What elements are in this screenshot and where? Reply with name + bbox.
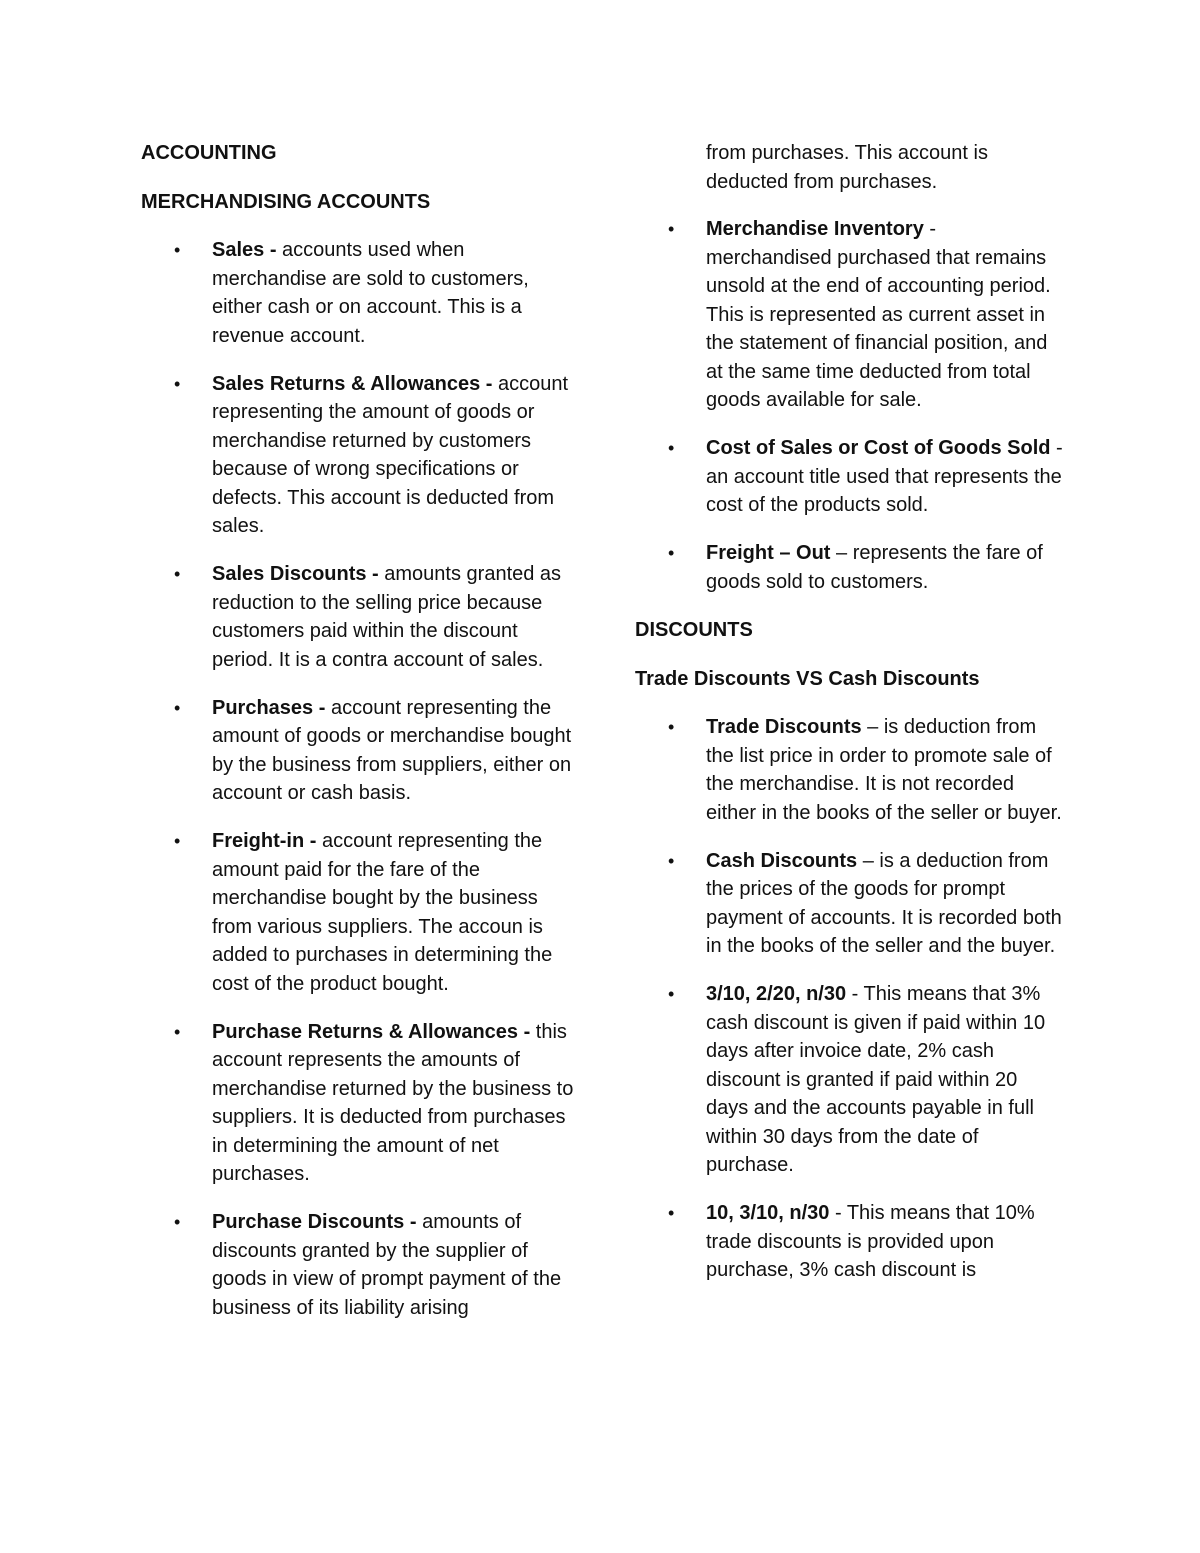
item-description: – is a deduction from the prices of the goods for prompt payment of accounts. It is recorded both in the books of the seller and the buyer. — [706, 849, 1062, 957]
bullet-icon: • — [174, 697, 181, 718]
left-column — [141, 139, 581, 1342]
list-item — [141, 827, 581, 998]
item-term: Trade Discounts — [706, 716, 862, 738]
item-term: Cash Discounts — [706, 849, 858, 872]
bullet-icon: • — [668, 219, 675, 239]
item-description: - This means that 3% cash discount is given if paid within 10 days after invoice date, 2% cash discount is granted if paid within 20 days and the accounts payable in full within 30 days from the date of purchase. — [706, 983, 1046, 1176]
item-term: Sales Discounts - — [212, 563, 379, 585]
item-description: account representing the amount of goods or merchandise bought by the business from suppliers, either on account or cash basis. — [212, 696, 572, 804]
bullet-icon: • — [668, 543, 675, 563]
item-description: – represents the fare of goods sold to customers. — [706, 542, 1043, 593]
bullet-icon: • — [174, 240, 181, 260]
list-item — [635, 713, 1065, 827]
bullet-icon: • — [668, 1203, 675, 1223]
list-item — [141, 1208, 581, 1322]
item-term: 3/10, 2/20, n/30 — [706, 983, 847, 1005]
subheading-trade-vs-cash: Trade Discounts VS Cash Discounts — [635, 667, 980, 690]
item-description: amounts granted as reduction to the selling price because customers paid within the discount period. It is a contra account of sales. — [212, 563, 562, 671]
list-item — [141, 370, 581, 541]
inventory-accounts-list — [635, 215, 1065, 596]
section-heading-merchandising: MERCHANDISING ACCOUNTS — [141, 190, 431, 213]
list-item — [635, 1199, 1065, 1285]
item-term: Sales Returns & Allowances - — [212, 372, 493, 395]
item-term: Purchases - — [212, 696, 326, 719]
document-title: ACCOUNTING — [141, 142, 277, 164]
list-item — [635, 434, 1065, 520]
item-term: Sales - — [212, 239, 277, 261]
item-term: Freight – Out — [706, 542, 831, 564]
item-term: Cost of Sales or Cost of Goods Sold — [706, 437, 1051, 459]
merchandising-accounts-list — [141, 236, 581, 1322]
list-item — [635, 539, 1065, 596]
bullet-icon: • — [174, 831, 181, 851]
list-item — [635, 847, 1065, 961]
item-term: Purchase Discounts - — [212, 1211, 417, 1233]
bullet-icon: • — [668, 717, 675, 737]
item-description: account representing the amount of goods or merchandise returned by customers because of wrong specifications or defects. This account is deducted from sales. — [212, 372, 569, 537]
item-description: - an account title used that represents the cost of the products sold. — [706, 437, 1063, 516]
section-heading-discounts: DISCOUNTS — [635, 619, 753, 641]
item-description: accounts used when merchandise are sold to customers, either cash or on account. This is a revenue account. — [212, 239, 529, 347]
item-description: account representing the amount paid for the fare of the merchandise bought by the business from various suppliers. The accoun is added to purchases in determining the cost of the product bought. — [212, 830, 553, 995]
continued-text: from purchases. This account is deducted from purchases. — [706, 142, 988, 193]
item-description: - This means that 10% trade discounts is provided upon purchase, 3% cash discount is — [706, 1202, 1035, 1281]
discounts-list — [635, 713, 1065, 1285]
bullet-icon: • — [668, 850, 675, 871]
list-item — [635, 215, 1065, 415]
bullet-icon: • — [174, 1212, 181, 1232]
bullet-icon: • — [668, 438, 675, 458]
list-item — [141, 236, 581, 350]
bullet-icon: • — [174, 564, 181, 584]
item-term: Freight-in - — [212, 830, 317, 852]
list-item — [141, 1018, 581, 1189]
right-column — [635, 139, 1065, 1305]
item-term: 10, 3/10, n/30 — [706, 1202, 830, 1224]
item-description: this account represents the amounts of merchandise returned by the business to suppliers. It is deducted from purchases in determining the amount of net purchases. — [212, 1020, 574, 1185]
list-item — [635, 980, 1065, 1180]
bullet-icon: • — [668, 984, 675, 1004]
item-description: amounts of discounts granted by the supplier of goods in view of prompt payment of the business of its liability arising — [212, 1211, 562, 1319]
list-item — [141, 694, 581, 808]
item-description: - merchandised purchased that remains unsold at the end of accounting period. This is represented as current asset in the statement of financial position, and at the same time deducted from total goods available for sale. — [706, 218, 1051, 411]
item-term: Merchandise Inventory — [706, 218, 924, 240]
item-term: Purchase Returns & Allowances - — [212, 1020, 531, 1043]
item-description: – is deduction from the list price in order to promote sale of the merchandise. It is not recorded either in the books of the seller or buyer. — [706, 716, 1062, 824]
bullet-icon: • — [174, 1021, 181, 1042]
list-item — [141, 560, 581, 674]
bullet-icon: • — [174, 373, 181, 394]
